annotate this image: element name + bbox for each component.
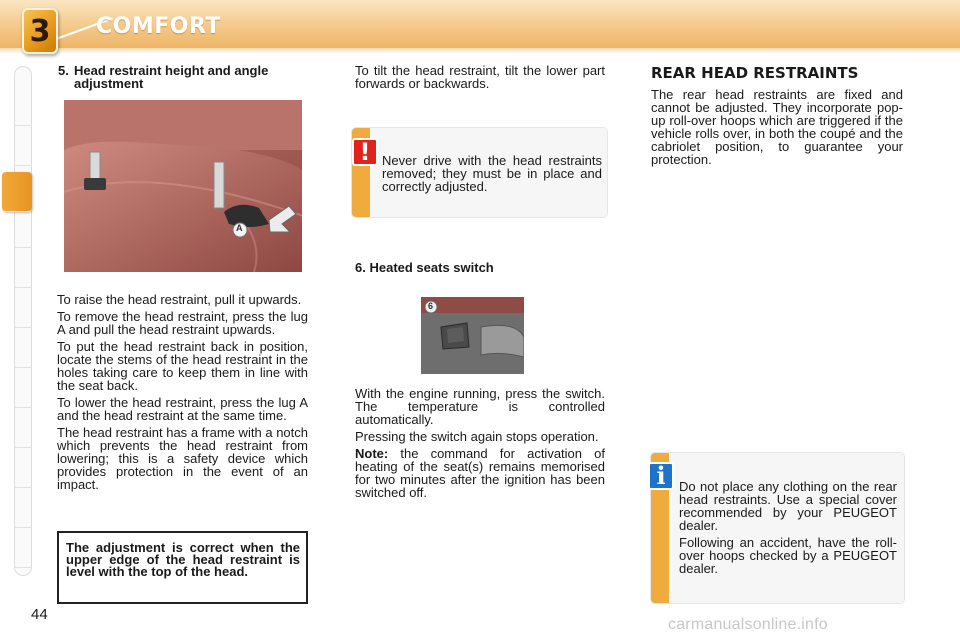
chapter-tab-10[interactable] (14, 458, 32, 488)
left-paragraph-4: To lower the head restraint, press the lug A and the head restraint at the same time. (57, 395, 308, 423)
heated-seat-switch-photo (421, 297, 524, 374)
info-panel (651, 453, 904, 603)
chapter-number: 3 (29, 13, 51, 49)
chapter-tab-4[interactable] (14, 218, 32, 248)
chapter-tab-5[interactable] (14, 258, 32, 288)
section-5-heading (58, 64, 308, 90)
headrest-photo (64, 100, 302, 272)
info-text (679, 480, 897, 579)
chapter-tab-12[interactable] (14, 538, 32, 568)
tilt-paragraph: To tilt the head restraint, tilt the lower part forwards or backwards. (355, 63, 605, 91)
middle-paragraph-2: Pressing the switch again stops operation. (355, 429, 599, 444)
section-6-heading (355, 261, 605, 274)
adjustment-note-box: The adjustment is correct when the upper edge of the head restraint is level with the top of the head. (57, 531, 308, 604)
chapter-badge (22, 8, 58, 54)
chapter-title: COMFORT (96, 14, 221, 39)
note-text: the command for activation of heating of the seat(s) remains memorised for two minutes after the ignition has been switched off. (355, 446, 605, 500)
tilt-instructions (355, 64, 605, 94)
rear-head-restraints-title: REAR HEAD RESTRAINTS (651, 64, 859, 82)
left-column-body (57, 293, 308, 495)
info-paragraph-1: Do not place any clothing on the rear head restraints. Use a special cover recommended by your PEUGEOT dealer. (679, 479, 897, 533)
middle-paragraph-1: With the engine running, press the switch. The temperature is controlled automatically. (355, 386, 605, 427)
rear-restraints-body (651, 88, 903, 170)
rear-paragraph: The rear head restraints are fixed and cannot be adjusted. They incorporate pop-up roll-over hoops which are triggered if the vehicle rolls over, in both the coupé and the cabriolet position, to guarantee your protection. (651, 87, 903, 167)
chapter-tab-1[interactable] (14, 96, 32, 126)
note-label: Note: (355, 446, 389, 461)
warning-exclamation-icon: ! (352, 138, 378, 166)
info-i-icon: i (648, 462, 674, 490)
chapter-tab-9[interactable] (14, 418, 32, 448)
watermark: carmanualsonline.info (668, 616, 828, 633)
header-fade (0, 48, 960, 54)
page-number: 44 (31, 606, 48, 623)
section-6-number: 6. (355, 260, 366, 275)
section-6-title: Heated seats switch (369, 260, 494, 275)
chapter-tab-6[interactable] (14, 298, 32, 328)
note-paragraph (355, 447, 605, 499)
middle-column-body (355, 387, 605, 503)
info-paragraph-2: Following an accident, have the roll-over hoops checked by a PEUGEOT dealer. (679, 535, 897, 576)
left-paragraph-1: To raise the head restraint, pull it upwards. (57, 292, 302, 307)
section-5-title: Head restraint height and angle adjustment (74, 63, 269, 91)
chapter-tab-3-active[interactable] (2, 172, 32, 212)
left-paragraph-5: The head restraint has a frame with a notch which prevents the head restraint from lowering; this is a safety device which provides protection in the event of an impact. (57, 425, 308, 492)
warning-text: Never drive with the head restraints removed; they must be in place and correctly adjusted. (382, 153, 602, 194)
section-5-number: 5. (58, 63, 69, 78)
photo-callout-A: A (236, 223, 243, 233)
chapter-tab-8[interactable] (14, 378, 32, 408)
photo-callout-6: 6 (428, 301, 434, 311)
left-paragraph-3: To put the head restraint back in position, locate the stems of the head restraint in the holes taking care to keep them in line with the seat back. (57, 339, 308, 393)
chapter-tab-7[interactable] (14, 338, 32, 368)
chapter-tab-2[interactable] (14, 136, 32, 166)
switch-illustration (421, 297, 524, 374)
headrest-illustration (64, 100, 302, 272)
left-paragraph-2: To remove the head restraint, press the lug A and pull the head restraint upwards. (57, 309, 308, 337)
warning-panel (352, 128, 607, 217)
chapter-tab-11[interactable] (14, 498, 32, 528)
